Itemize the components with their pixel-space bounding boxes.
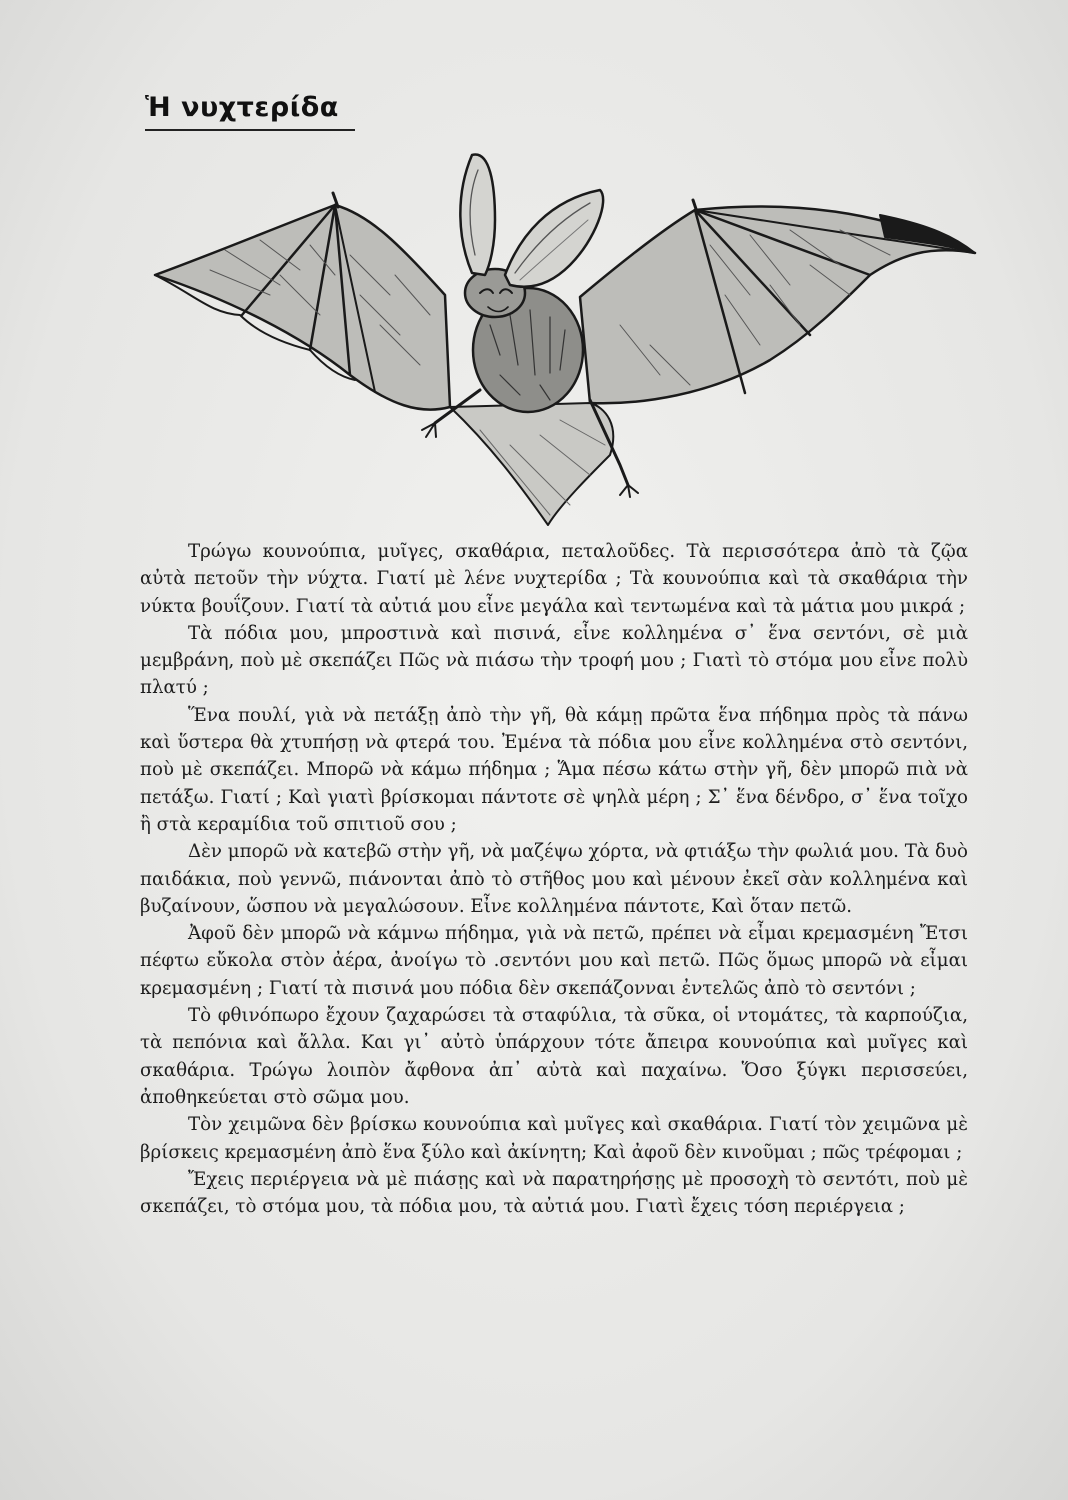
paragraph: Ἀφοῦ δὲν μπορῶ νὰ κάμνω πήδημα, γιὰ νὰ πετῶ, πρέπει νὰ εἶμαι κρεμασμένη Ἔτσι πέφτω εὔκολα στὸν ἀέρα, ἀνοίγω τὸ .σεντόνι μου καὶ πετῶ. Πῶς ὅμως μπορῶ νὰ εἶμαι κρεμασμένη ; Γιατί τὰ πισινά μου πόδια δὲν σκεπάζονναι ἐντελῶς ἀπὸ τὸ σεντόνι ;	[140, 923, 968, 999]
paragraph: Δὲν μπορῶ νὰ κατεβῶ στὴν γῆ, νὰ μαζέψω χόρτα, νὰ φτιάξω τὴν φωλιά μου. Τὰ δυὸ παιδάκια, ποὺ γεννῶ, πιάνονται ἀπὸ τὸ στῆθος μου καὶ μένουν ἐκεῖ σὰν κολλημένα καὶ βυζαίνουν, ὥσπου νὰ μεγαλώσουν. Εἶνε κολλημένα πάντοτε, Καὶ ὅταν πετῶ.	[140, 841, 968, 917]
paragraph: Τὰ πόδια μου, μπροστινὰ καὶ πισινά, εἶνε κολλημένα σ᾽ ἕνα σεντόνι, σὲ μιὰ μεμβράνη, ποὺ μὲ σκεπάζει Πῶς νὰ πιάσω τὴν τροφή μου ; Γιατὶ τὸ στόμα μου εἶνε πολὺ πλατύ ;	[140, 622, 968, 699]
paragraph: Τρώγω κουνούπια, μυῖγες, σκαθάρια, πεταλοῦδες. Τὰ περισσότερα ἀπὸ τὰ ζῷα αὐτὰ πετοῦν τὴν νύχτα. Γιατί μὲ λένε νυχτερίδα ; Τὰ κουνούπια καὶ τὰ σκαθάρια τὴν νύκτα βουΐζουν. Γιατί τὰ αὐτιά μου εἶνε μεγάλα καὶ τεντωμένα καὶ τὰ μάτια μου μικρά ;	[140, 541, 968, 617]
bat-illustration-icon	[150, 145, 990, 535]
article-body	[140, 538, 968, 1220]
paragraph: Ἔχεις περιέργεια νὰ μὲ πιάσῃς καὶ νὰ παρατηρήσῃς μὲ προσοχὴ τὸ σεντότι, ποὺ μὲ σκεπάζει, τὸ στόμα μου, τὰ πόδια μου, τὰ αὐτιά μου. Γιατὶ ἔχεις τόση περιέργεια ;	[140, 1168, 968, 1218]
paragraph: Τὸν χειμῶνα δὲν βρίσκω κουνούπια καὶ μυῖγες καὶ σκαθάρια. Γιατί τὸν χειμῶνα μὲ βρίσκεις κρεμασμένη ἀπὸ ἕνα ξύλο καὶ ἀκίνητη; Καὶ ἀφοῦ δὲν κινοῦμαι ; πῶς τρέφομαι ;	[140, 1114, 968, 1163]
title-underline	[145, 129, 355, 131]
page-title: Ἡ νυχτερίδα	[145, 92, 339, 123]
paragraph: Ἕνα πουλί, γιὰ νὰ πετάξῃ ἀπὸ τὴν γῆ, θὰ κάμῃ πρῶτα ἕνα πήδημα πρὸς τὰ πάνω καὶ ὕστερα θὰ χτυπήσῃ νὰ φτερά του. Ἐμένα τὰ πόδια μου εἶνε κολλημένα στὸ σεντόνι, ποὺ μὲ σκεπάζει. Μπορῶ νὰ κάμω πήδημα ; Ἅμα πέσω κάτω στὴν γῆ, δὲν μπορῶ πιὰ νὰ πετάξω. Γιατί ; Καὶ γιατὶ βρίσκομαι πάντοτε σὲ ψηλὰ μέρη ; Σ᾽ ἕνα δένδρο, σ᾽ ἕνα τοῖχο ἢ στὰ κεραμίδια τοῦ σπιτιοῦ σου ;	[140, 704, 968, 835]
paragraph: Τὸ φθινόπωρο ἔχουν ζαχαρώσει τὰ σταφύλια, τὰ σῦκα, οἱ ντομάτες, τὰ καρπούζια, τὰ πεπόνια καὶ ἄλλα. Και γι᾽ αὐτὸ ὑπάρχουν τότε ἄπειρα κουνούπια καὶ μυῖγες καὶ σκαθάρια. Τρώγω λοιπὸν ἄφθονα ἀπ᾽ αὐτὰ καὶ παχαίνω. Ὅσο ξύγκι περισσεύει, ἀποθηκεύεται στὸ σῶμα μου.	[140, 1005, 968, 1108]
